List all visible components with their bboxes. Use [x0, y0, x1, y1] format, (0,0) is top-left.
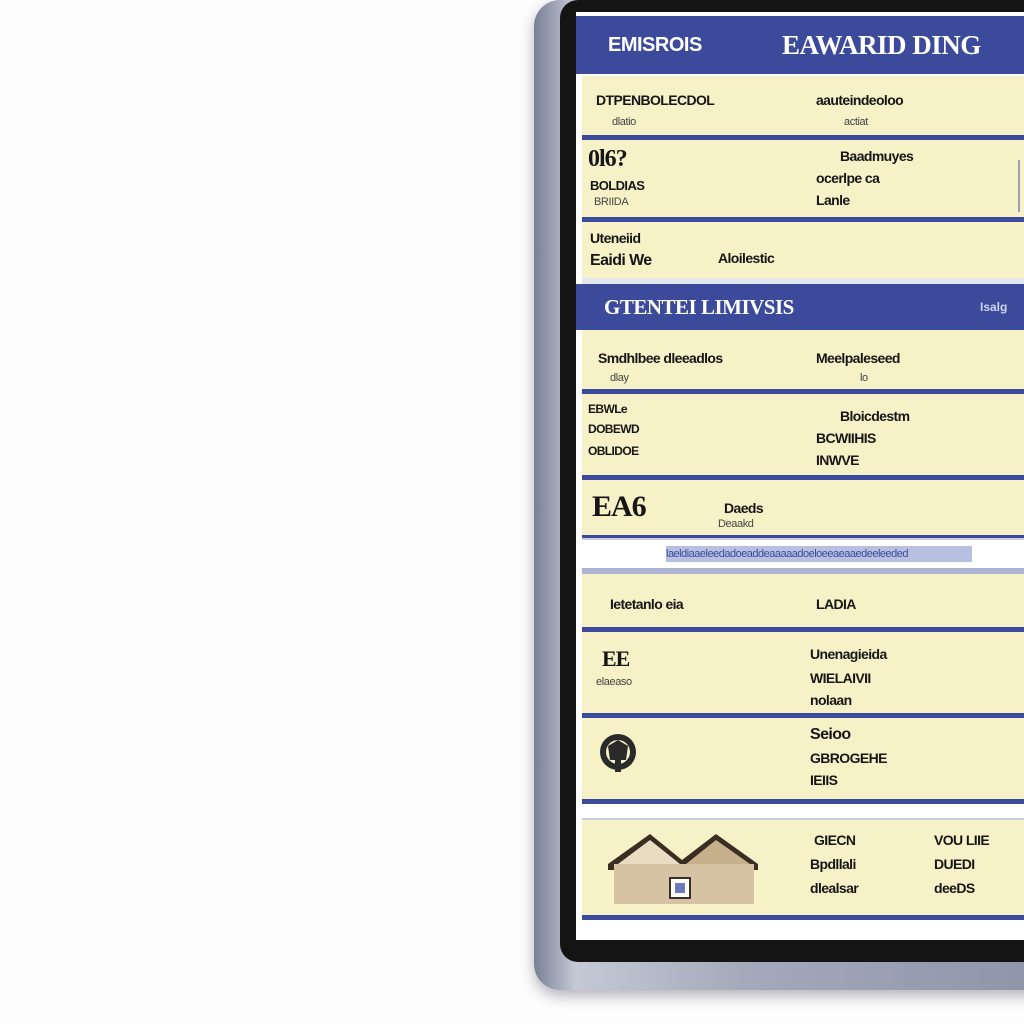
row-value: Aloilestic: [718, 250, 775, 266]
row-value-line2: ocerlpe ca: [816, 170, 880, 186]
row-sublabel: elaeaso: [596, 676, 632, 688]
row-value-sub: actiat: [844, 116, 868, 128]
row-value: Unenagieida: [810, 646, 887, 662]
list-item[interactable]: [582, 76, 1024, 140]
row-value: Bloicdestm: [840, 408, 910, 424]
row-label: EBWLe: [588, 402, 628, 416]
row-value: Meelpaleseed: [816, 350, 900, 366]
row-sublabel: BRIIDA: [594, 196, 629, 208]
row-label: Ietetanlo eia: [610, 596, 684, 612]
info-strip-text: laeldiaaeleedadoeaddeaaaaadoeloeeaeaaedeeleeded: [666, 546, 972, 562]
row-label-line2: DOBEWD: [588, 422, 640, 436]
row-label-line3: OBLIDOE: [588, 444, 639, 458]
list-item[interactable]: [582, 330, 1024, 394]
globe-icon: [598, 730, 638, 776]
row-label: DTPENBOLECDOL: [596, 92, 715, 108]
row-code: EE: [602, 646, 630, 671]
row-value: GIECN: [814, 832, 856, 848]
info-strip: [582, 538, 1024, 574]
row-extra-line3: deeDS: [934, 880, 975, 896]
row-label: Smdhlbee dleeadlos: [598, 350, 723, 366]
list-item[interactable]: [582, 718, 1024, 804]
row-extra-line2: DUEDI: [934, 856, 975, 872]
list-item[interactable]: [582, 222, 1024, 284]
list-item[interactable]: [582, 632, 1024, 718]
row-value-sub: lo: [860, 372, 868, 384]
row-value-line3: dlealsar: [810, 880, 859, 896]
section-header-note: Isalg: [980, 300, 1008, 314]
row-divider: [1018, 160, 1020, 212]
row-value: Daeds: [724, 500, 764, 516]
row-value-line2: WIELAIVII: [810, 670, 871, 686]
list-item[interactable]: [582, 480, 1024, 538]
tablet-screen: [576, 12, 1024, 940]
row-value-line3: nolaan: [810, 692, 852, 708]
row-label: Uteneiid: [590, 230, 641, 246]
row-value-line3: INWVE: [816, 452, 859, 468]
row-value: LADIA: [816, 596, 856, 612]
row-value: aauteindeoloo: [816, 92, 904, 108]
row-value-line2: GBROGEHE: [810, 750, 887, 766]
row-value-line3: IEIIS: [810, 772, 838, 788]
row-label-line2: Eaidi We: [590, 252, 652, 269]
row-sublabel: dlatio: [612, 116, 636, 128]
row-value-line2: Bpdllali: [810, 856, 856, 872]
row-value-sub: Deaakd: [718, 518, 754, 530]
row-extra: VOU LIIE: [934, 832, 990, 848]
row-code: 0l6?: [588, 146, 627, 172]
row-code: EA6: [592, 490, 646, 523]
row-value-line3: Lanle: [816, 192, 850, 208]
row-value-line2: BCWIIHIS: [816, 430, 876, 446]
app-header: [576, 16, 1024, 74]
list-item[interactable]: [582, 140, 1024, 222]
row-value: Baadmuyes: [840, 148, 914, 164]
header-left-label: EMISROIS: [608, 33, 702, 56]
header-title: EAWARID DING: [782, 29, 981, 60]
house-icon: [608, 830, 768, 906]
row-label: BOLDIAS: [590, 178, 645, 193]
list-item[interactable]: [582, 394, 1024, 480]
list-item[interactable]: [582, 574, 1024, 632]
row-value: Seioo: [810, 726, 851, 743]
section-header: [576, 284, 1024, 330]
list-item[interactable]: [582, 818, 1024, 920]
section-title: GTENTEI LIMIVSIS: [604, 294, 794, 319]
row-sublabel: dlay: [610, 372, 629, 384]
